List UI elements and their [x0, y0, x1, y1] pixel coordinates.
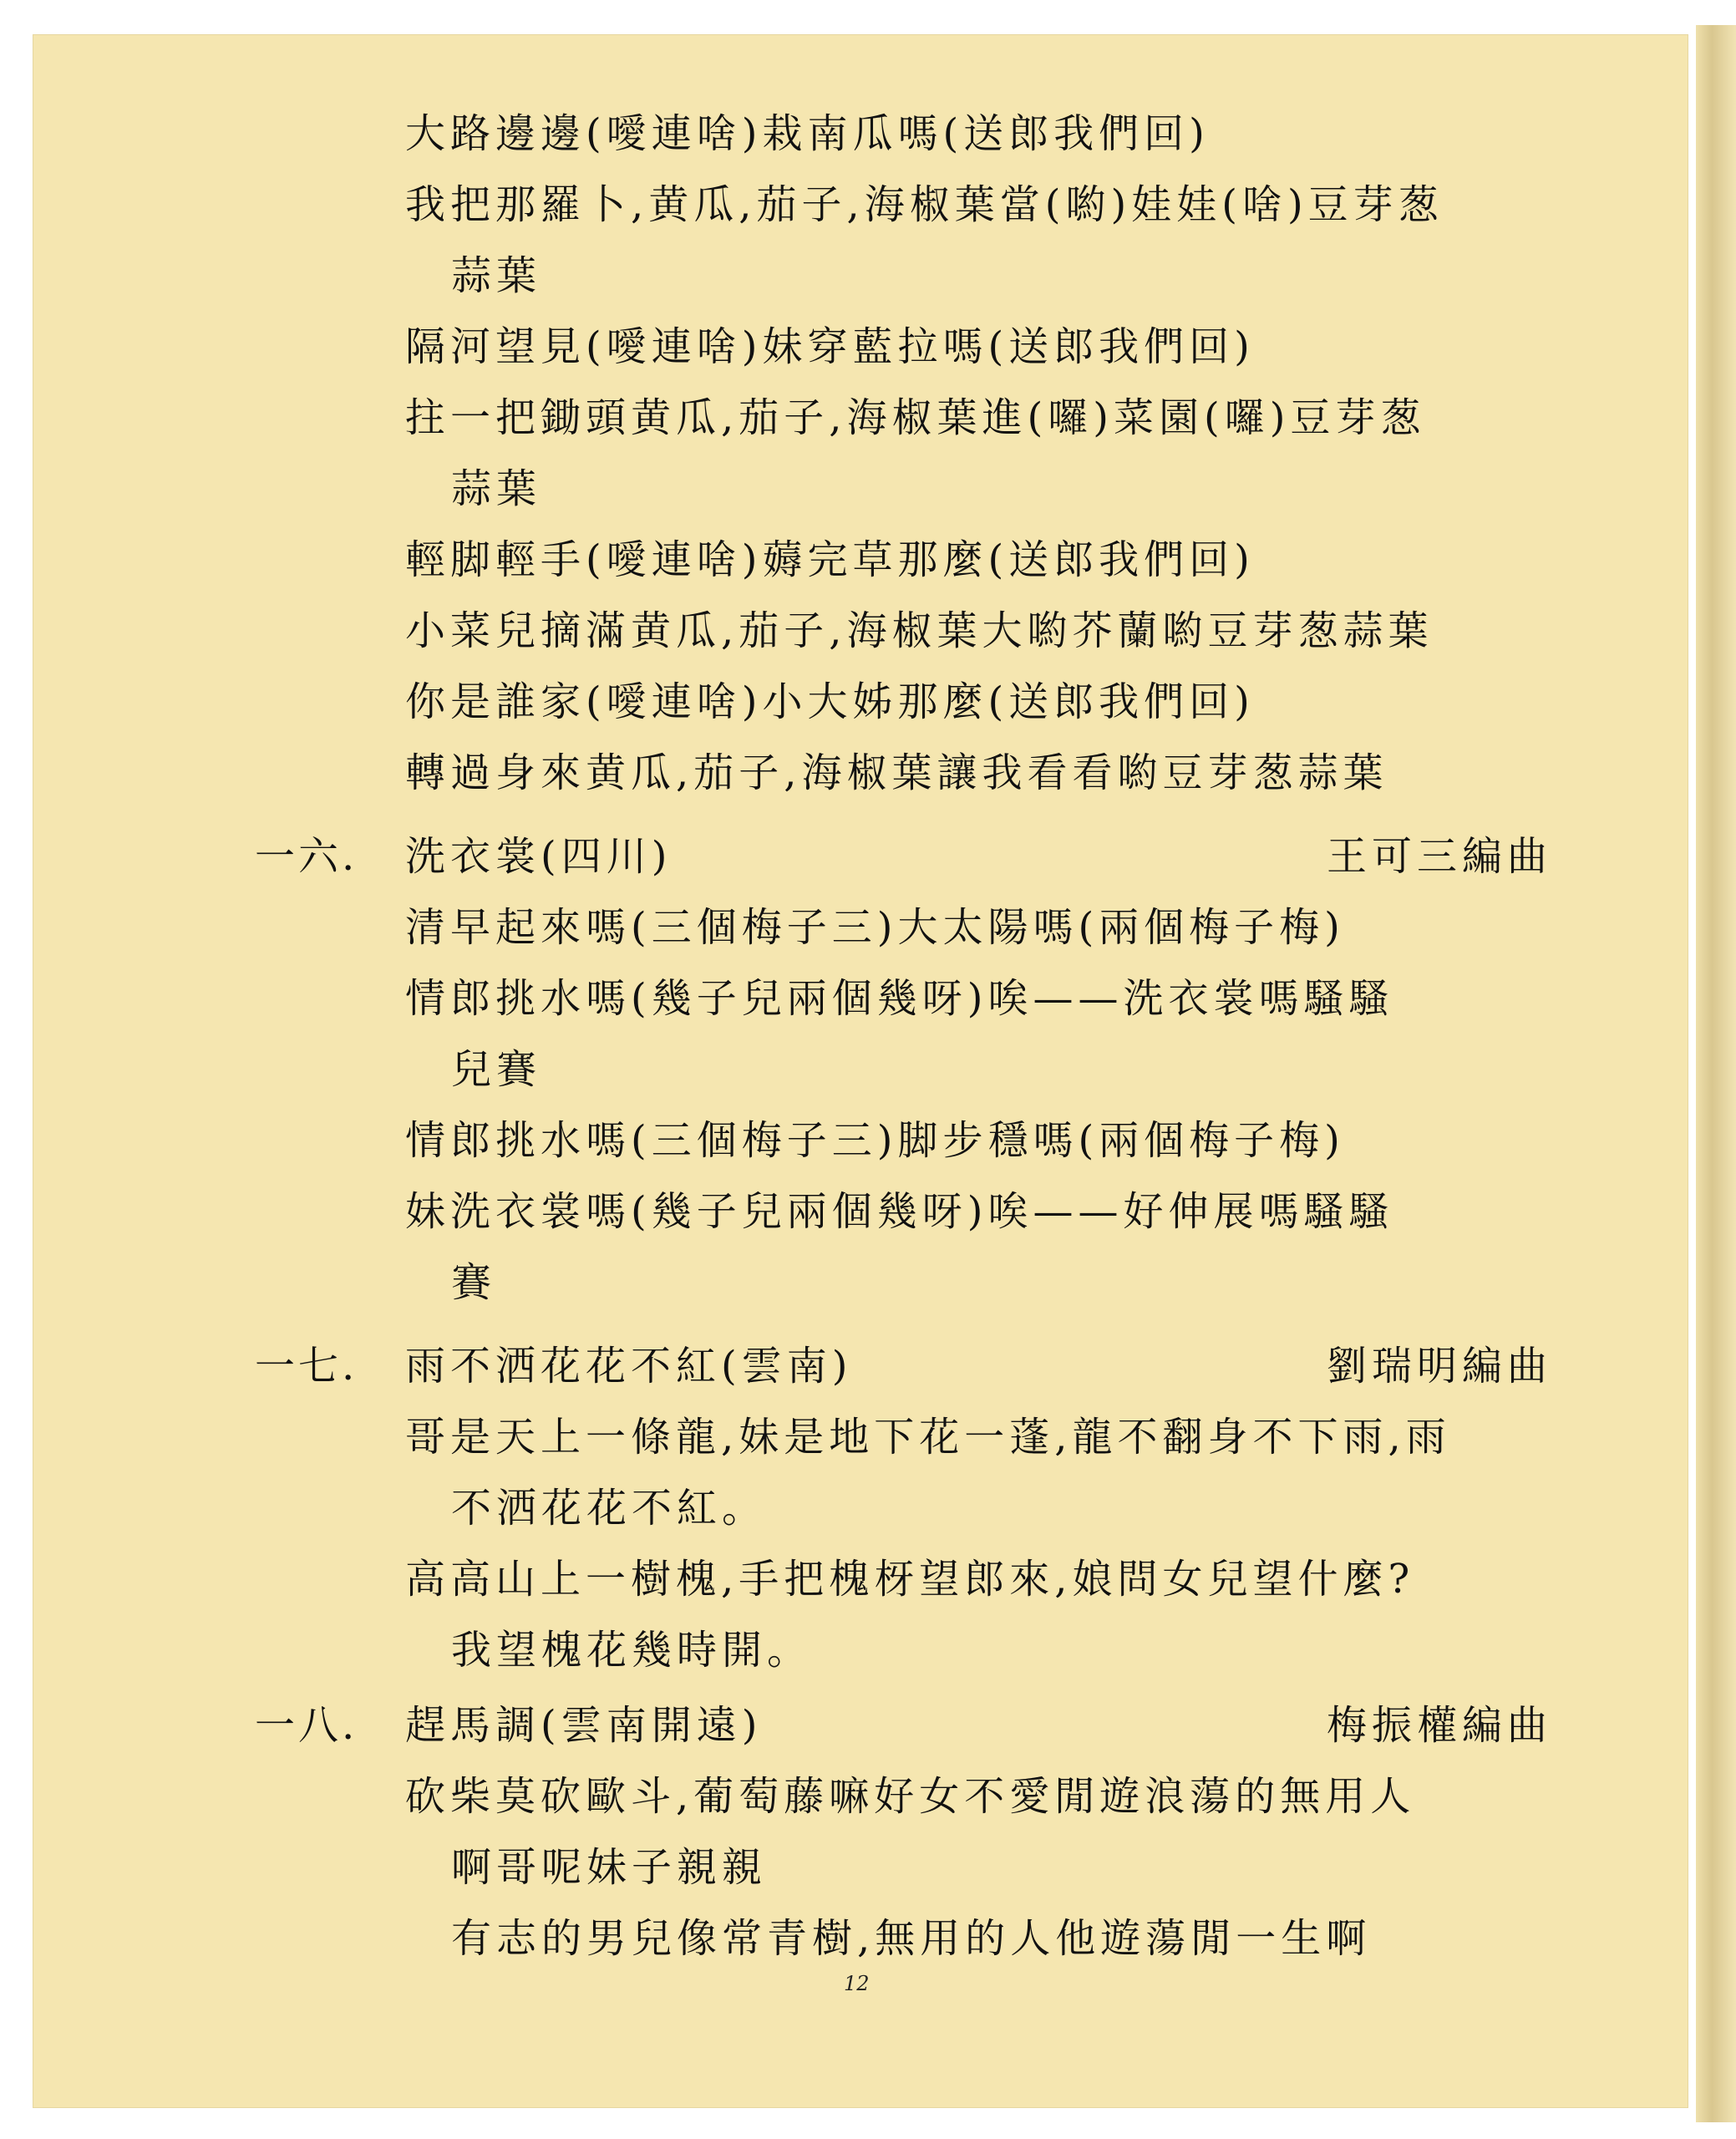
lyric-line: 小菜兒摘滿黄瓜,茄子,海椒葉大喲芥蘭喲豆芽葱蒜葉	[405, 607, 1434, 654]
lyric-line: 砍柴莫砍歐斗,葡萄藤嘛好女不愛閒遊浪蕩的無用人	[405, 1773, 1416, 1820]
lyric-line: 蒜葉	[451, 252, 542, 299]
lyric-line: 高高山上一樹槐,手把槐枒望郎來,娘問女兒望什麼?	[405, 1556, 1415, 1603]
lyric-line: 兒賽	[451, 1046, 542, 1093]
song-composer: 王可三編曲	[1326, 833, 1552, 880]
lyric-line: 賽	[451, 1259, 497, 1306]
song-title: 洗衣裳(四川)	[405, 833, 673, 880]
lyric-line: 拄一把鋤頭黄瓜,茄子,海椒葉進(囉)菜園(囉)豆芽葱	[405, 394, 1426, 441]
lyric-line: 隔河望見(噯連啥)妹穿藍拉嗎(送郎我們回)	[405, 323, 1255, 370]
lyric-line: 我望槐花幾時開。	[451, 1627, 813, 1674]
lyric-line: 大路邊邊(噯連啥)栽南瓜嗎(送郎我們回)	[405, 110, 1210, 157]
lyric-line: 你是誰家(噯連啥)小大姊那麼(送郎我們回)	[405, 678, 1255, 725]
lyric-line: 不洒花花不紅。	[451, 1485, 768, 1532]
song-composer: 梅振權編曲	[1326, 1702, 1552, 1749]
lyric-line: 妹洗衣裳嗎(幾子兒兩個幾呀)唉——好伸展嗎騷騷	[405, 1188, 1394, 1235]
lyric-line: 轉過身來黄瓜,茄子,海椒葉讓我看看喲豆芽葱蒜葉	[405, 749, 1388, 796]
lyric-line: 我把那羅卜,黄瓜,茄子,海椒葉當(喲)娃娃(啥)豆芽葱	[405, 181, 1444, 228]
lyric-line: 清早起來嗎(三個梅子三)大太陽嗎(兩個梅子梅)	[405, 904, 1345, 951]
song-number: 一六.	[255, 833, 358, 880]
lyric-line: 輕脚輕手(噯連啥)薅完草那麼(送郎我們回)	[405, 536, 1255, 583]
lyric-line: 有志的男兒像常青樹,無用的人他遊蕩閒一生啊	[451, 1915, 1372, 1962]
page-number: 12	[844, 1972, 870, 1995]
lyric-line: 啊哥呢妹子親親	[451, 1844, 768, 1891]
lyric-line: 蒜葉	[451, 465, 542, 512]
lyric-line: 情郎挑水嗎(三個梅子三)脚步穩嗎(兩個梅子梅)	[405, 1117, 1345, 1164]
song-number: 一八.	[255, 1702, 358, 1749]
lyric-line: 哥是天上一條龍,妹是地下花一蓬,龍不翻身不下雨,雨	[405, 1414, 1451, 1461]
song-number: 一七.	[255, 1343, 358, 1390]
song-composer: 劉瑞明編曲	[1326, 1343, 1552, 1390]
song-title: 雨不洒花花不紅(雲南)	[405, 1343, 853, 1390]
lyric-line: 情郎挑水嗎(幾子兒兩個幾呀)唉——洗衣裳嗎騷騷	[405, 975, 1394, 1022]
song-title: 趕馬調(雲南開遠)	[405, 1702, 763, 1749]
